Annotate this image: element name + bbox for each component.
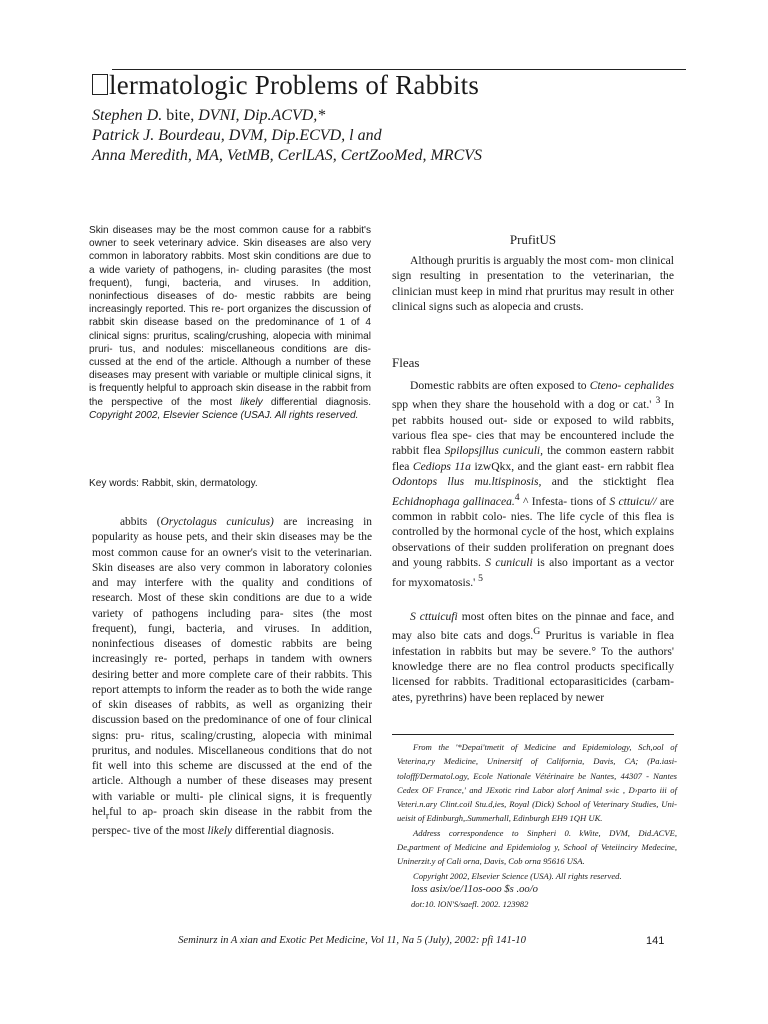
author-list: [92, 106, 482, 166]
fleas-paragraph-2: S cttuicufi most often bites on the pinnae and face, and may also bite cats and dogs.$^G$ Pruritus is variable in flea infestation in rabbits but may be severe.° To the authors' knowledge there are no flea control products specifically licensed for rabbits. Traditional ectoparasiticides (carbam- ates, pyrethrins) have been replaced by newer: [392, 610, 674, 704]
author-line: Stephen D. bite, DVNI, Dip.ACVD,*: [92, 107, 326, 124]
missing-dropcap-box: [92, 74, 108, 95]
keywords: Key words: Rabbit, skin, dermatology.: [89, 478, 258, 489]
pruritus-paragraph: Although pruritis is arguably the most com- mon clinical sign resulting in presentation to the veterinarian, the clinician must keep in mind rhat pruritus may result in other clinical signs such as alopecia and crusts.: [392, 254, 674, 314]
fleas-paragraph-1: Domestic rabbits are often exposed to Cteno- cephalides spp when they share the household with a dog or cat.' $^3$ In pet rabbits housed out- side or exposed to wild rabbits, various flea spe- cies that may be encountered include the rabbit flea Spilopsjllus cuniculi, the common eastern rabbit flea Cediops 11a izwQkx, and the giant east- ern rabbit flea Odontops llus mu.ltispinosis, and the sticktight flea Echidnophaga gallinacea.$^4$ ^ Infesta- tions of S cttuicu// are common in rabbit colo- nies. The life cycle of this flea is controlled by the hormonal cycle of the host, which explains observations of their sudden proliferation on pregnant does and young rabbits. S cuniculi is also important as a vector for myxomatosis.' $^5$: [392, 379, 675, 589]
footnote-copyright: Copyright 2002, Elsevier Science (USA). All rights reserved.: [413, 870, 622, 881]
introduction-text: abbits (Oryctolagus cuniculus) are increasing in popularity as house pets, and their skin diseases may be the most common cause for an owner's visit to the veterinarian. Skin diseases are also very common in laboratory colonies and may interfere with the quality and conditions of research. Most of these skin conditions are due to a wide variety of pathogens including para- sites (the most frequent), fungi, bacteria, and viruses. In addition, noninfectious diseases of domestic rabbits are being increasingly re- ported, perhaps in tandem with owners desiring better and more complete care of their rabbits. This report attempts to inform the reader as to both the wide range of skin diseases of rabbits, as well as organizing their discussion based on the predominance of one of four clinical signs: pru- ritus, scaling/crusting, alopecia with minimal pruritus, and nodules. Miscellaneous conditions that do not fit well into this scheme are discussed at the end of the article. Although a number of these diseases may present with variable or multi- ple clinical signs, it is frequently hel$_r$ful to ap- proach skin disease in the rabbit from the perspec- tive of the most likely differential diagnosis.: [92, 516, 372, 838]
correspondence-address: Address correspondence to Sinpheri 0. kWite, DVM, Did.ACVE, De,partment of Medicine and Epidemiolog y, School of Veteiinciry Medecine, Uninerzit.y of Cali orna, Davis, Cob orna 95616 USA.: [397, 827, 677, 867]
author-line: Patrick J. Bourdeau, DVM, Dip.ECVD, l and: [92, 127, 382, 144]
affiliation-footnote: From the '*Depai'tmetit of Medicine and Epidemiology, Sch,ool of Veterina,ry Medicine, Uninersitf of California, Davis, CA; (Pa.iasi- tolofff/Dermatol.ogy, Ecole Nationale Vétérinaire be Nantes, 44307 - Nantes Cedex OF France,' and JExotic rind Labor alorf Animal s«ic , D›parto iii of Veteri.n.ary Clint.coil Stu.d,ies, Royal (Dick) School of Veterinary Studies, Uni-ueisit of Edinburgh,.Summerhall, Edinburgh EH9 1QH UK. Address correspondence to Sinpheri 0. kWite, DVM, Did.ACVE, De,partment of Medicine and Epidemiolog y, School of Veteiinciry Medecine, Uninerzit.y of Cali orna, Davis, Cob orna 95616 USA. Copyright 2002, Elsevier Science (USA). All rights reserved. loss asix/oe/11os-ooo $s .oo/o dot:10. lON'S/saefl. 2002. 123982: [397, 740, 677, 912]
section-heading-pruritus: PrufitUS: [509, 232, 557, 247]
footnote-rule: [392, 734, 674, 735]
author-line: Anna Meredith, MA, VetMB, CerlLAS, CertZooMed, MRCVS: [92, 147, 483, 164]
page-number: 141: [646, 935, 665, 947]
doi: dot:10. lON'S/saefl. 2002. 123982: [411, 899, 529, 910]
section-heading-fleas: Fleas: [392, 355, 420, 370]
journal-citation: Seminurz in A xian and Exotic Pet Medicine, Vol 11, Na 5 (July), 2002: pfi 141-10: [178, 935, 526, 946]
abstract-copyright: Copyright 2002, Elsevier Science (USAJ. All rights reserved.: [89, 409, 359, 421]
issn-code: loss asix/oe/11os-ooo $s .oo/o: [411, 883, 538, 895]
article-title: lermatologic Problems of Rabbits: [92, 70, 479, 101]
abstract: Skin diseases may be the most common cause for a rabbit's owner to seek veterinary advice. Skin diseases are also very common in laboratory rabbits. Most skin conditions are due to a wide variety of pathogens, in- cluding parasites (the most frequent), fungi, bacteria, and viruses. In addition, noninfectious diseases of do- mestic rabbits are being increasingly reported. This re- port organizes the discussion of rabbit skin disease based on the predominance of 1 of 4 clinical signs: pruritus, scaling/crushing, alopecia with minimal pruri- tus, and nodules: miscellaneous conditions are dis- cussed at the end of the article. Although a number of these diseases may present with variable or multiple clinical signs, it is frequently helpful to approach skin disease in the rabbit from the perspective of the most likely differential diagnosis. Copyright 2002, Elsevier Science (USAJ. All rights reserved.: [89, 225, 371, 421]
